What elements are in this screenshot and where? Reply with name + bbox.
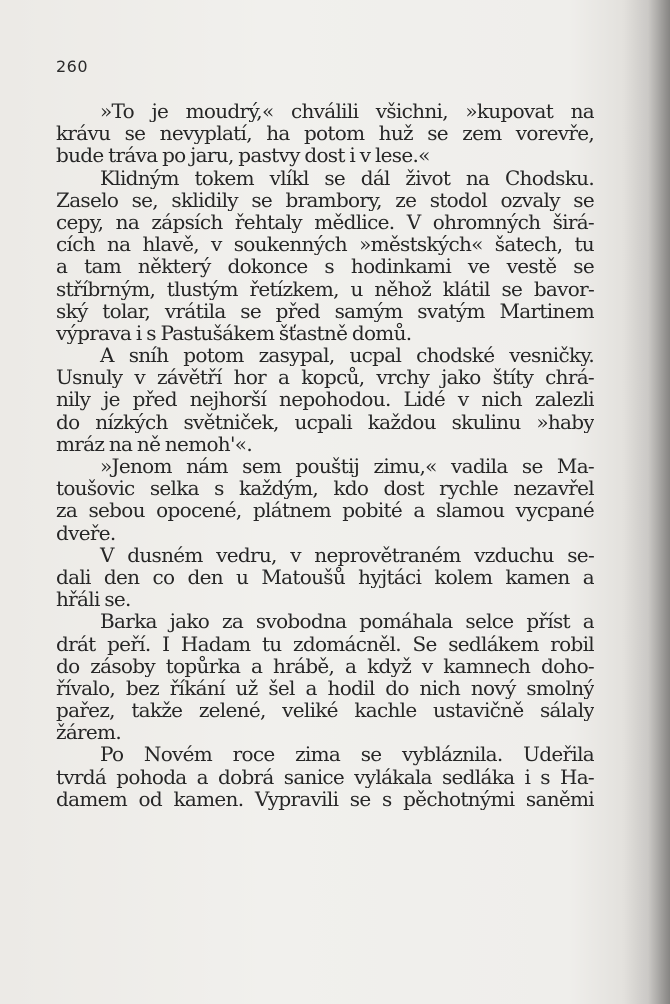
- text-line: nily je před nejhorší nepohodou. Lidé v nich zalezli: [56, 388, 594, 411]
- text-line: V dusném vedru, v neprovětraném vzduchu se-: [100, 543, 594, 566]
- text-line: řívalo, bez říkání už šel a hodil do nich nový smolný: [56, 676, 594, 700]
- text-line: do nízkých světniček, ucpali každou skulinu »haby: [56, 410, 594, 433]
- text-line: Zaselo se, sklidily se brambory, ze stodol ozvaly se: [56, 188, 594, 211]
- text-line: toušovic selka s každým, kdo dost rychle nezavřel: [56, 477, 594, 500]
- text-line: Klidným tokem vlíkl se dál život na Chodsku.: [100, 166, 594, 189]
- text-line: a tam některý dokonce s hodinkami ve vestě se: [56, 255, 594, 278]
- page-number: 260: [56, 57, 89, 76]
- text-line: A sníh potom zasypal, ucpal chodské vesničky.: [100, 344, 594, 367]
- text-line: drát peří. I Hadam tu zdomácněl. Se sedlákem robil: [56, 632, 594, 655]
- text-line: do zásoby topůrka a hrábě, a když v kamnech doho-: [56, 654, 594, 677]
- text-line: dali den co den u Matoušů hyjtáci kolem kamen a: [56, 565, 594, 589]
- text-line: žárem.: [56, 721, 121, 744]
- text-line: Barka jako za svobodna pomáhala selce příst a: [100, 610, 594, 633]
- text-line: ský tolar, vrátila se před samým svatým Martinem: [56, 299, 594, 322]
- text-line: Usnuly v závětří hor a kopců, vrchy jako štíty chrá-: [56, 366, 594, 389]
- text-line: damem od kamen. Vypravili se s pěchotnými saněmi: [56, 787, 594, 810]
- text-line: mráz na ně nemoh'«.: [56, 432, 252, 455]
- text-line: »Jenom nám sem pouštij zimu,« vadila se Ma-: [100, 455, 594, 478]
- text-line: »To je moudrý,« chválili všichni, »kupovat na: [100, 100, 594, 123]
- text-line: stříbrným, tlustým řetízkem, u něhož klátil se bavor-: [56, 277, 594, 300]
- text-line: bude tráva po jaru, pastvy dost i v lese.«: [56, 144, 430, 167]
- text-line: výprava i s Pastušákem šťastně domů.: [56, 321, 412, 345]
- page-binding-shadow: [648, 0, 670, 1004]
- text-line: cepy, na zápsích řehtaly mědlice. V ohromných širá-: [56, 210, 594, 234]
- text-line: tvrdá pohoda a dobrá sanice vylákala sedláka i s Ha-: [56, 765, 594, 788]
- text-line: krávu se nevyplatí, ha potom huž se zem vorevře,: [56, 122, 594, 145]
- text-line: za sebou opocené, plátnem pobité a slamou vycpané: [56, 499, 594, 522]
- text-line: dveře.: [56, 521, 116, 544]
- text-line: pařez, takže zelené, veliké kachle ustavičně sálaly: [56, 699, 594, 722]
- text-line: hřáli se.: [56, 588, 131, 611]
- text-line: Po Novém roce zima se vybláznila. Udeřila: [100, 743, 594, 766]
- body-text: [56, 100, 594, 810]
- text-line: cích na hlavě, v soukenných »městských« šatech, tu: [56, 233, 594, 256]
